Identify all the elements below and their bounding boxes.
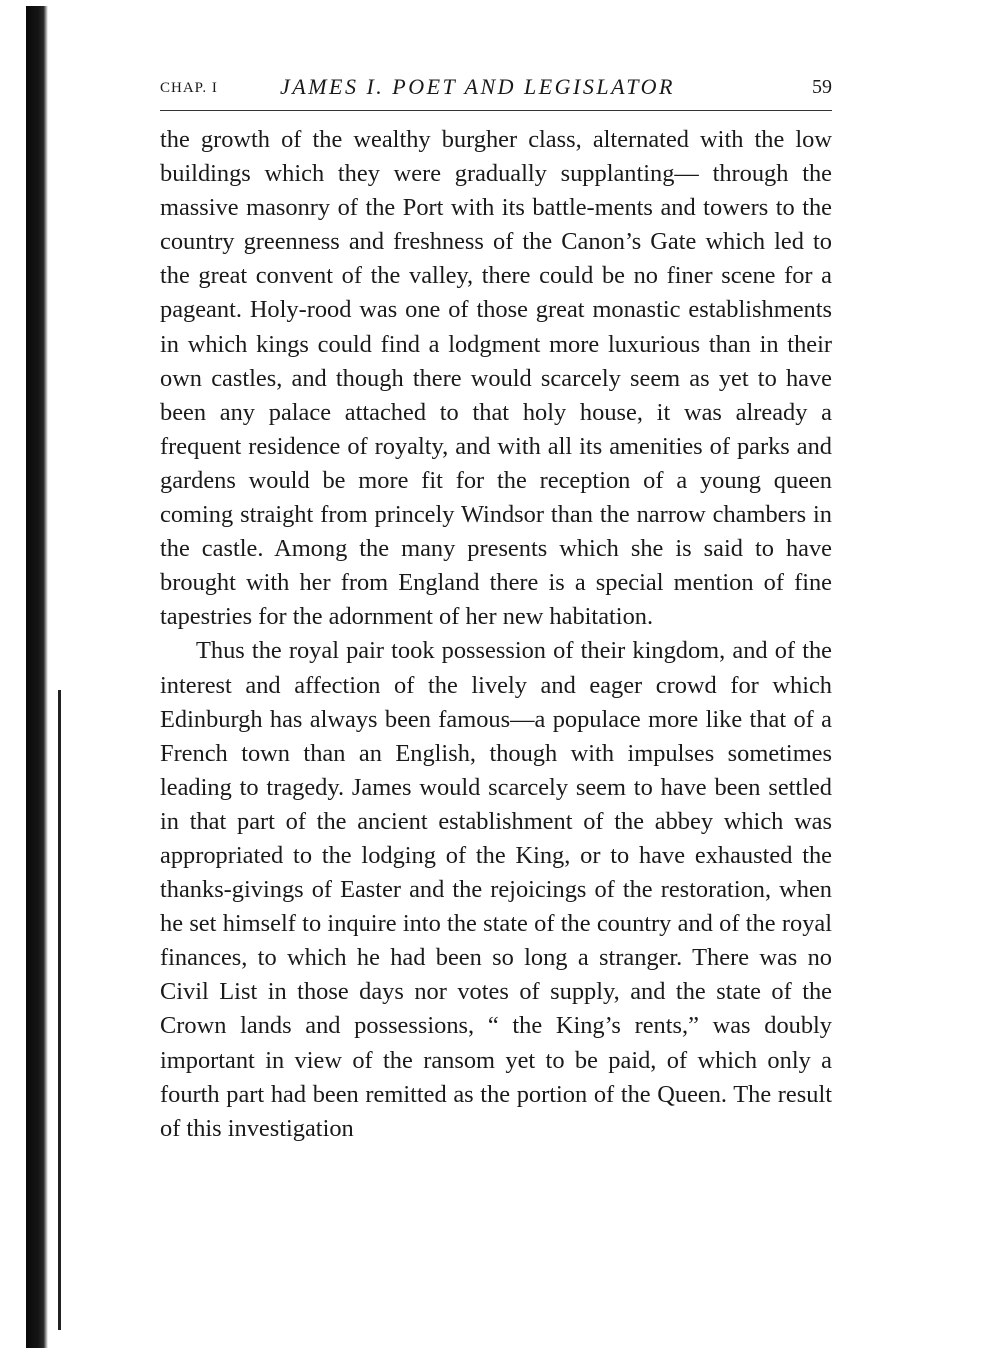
body-text bbox=[160, 123, 832, 1146]
chapter-label: CHAP. I bbox=[160, 80, 218, 96]
book-page bbox=[160, 70, 832, 1146]
page-edge-line bbox=[58, 690, 61, 1330]
paragraph: Thus the royal pair took possession of their kingdom, and of the interest and affection of the lively and eager crowd for which Edinburgh has always been famous—a populace more like that of a French town than an English, though with impulses sometimes leading to tragedy. James would scarcely seem to have been settled in that part of the ancient establishment of the abbey which was appropriated to the lodging of the King, or to have exhausted the thanks-givings of Easter and the rejoicings of the restoration, when he set himself to inquire into the state of the country and of the royal finances, to which he had been so long a stranger. There was no Civil List in those days nor votes of supply, and the state of the Crown lands and possessions, “ the King’s rents,” was doubly important in view of the ransom yet to be paid, of which only a fourth part had been remitted as the portion of the Queen. The result of this investigation bbox=[160, 637, 832, 1142]
running-head bbox=[160, 70, 832, 111]
paragraph: the growth of the wealthy burgher class, alternated with the low buildings which they were gradually supplanting— through the massive masonry of the Port with its battle-ments and towers to the country greenness and freshness of the Canon’s Gate which led to the great convent of the valley, there could be no finer scene for a pageant. Holy-rood was one of those great monastic establishments in which kings could find a lodgment more luxurious than in their own castles, and though there would scarcely seem as yet to have been any palace attached to that holy house, it was already a frequent residence of royalty, and with all its amenities of parks and gardens would be more fit for the reception of a young queen coming straight from princely Windsor than the narrow chambers in the castle. Among the many presents which she is said to have brought with her from England there is a special mention of fine tapestries for the adornment of her new habitation. bbox=[160, 126, 832, 631]
page-number: 59 bbox=[812, 76, 832, 98]
book-spine-shadow bbox=[26, 6, 48, 1348]
running-title: JAMES I. POET AND LEGISLATOR bbox=[280, 74, 675, 99]
